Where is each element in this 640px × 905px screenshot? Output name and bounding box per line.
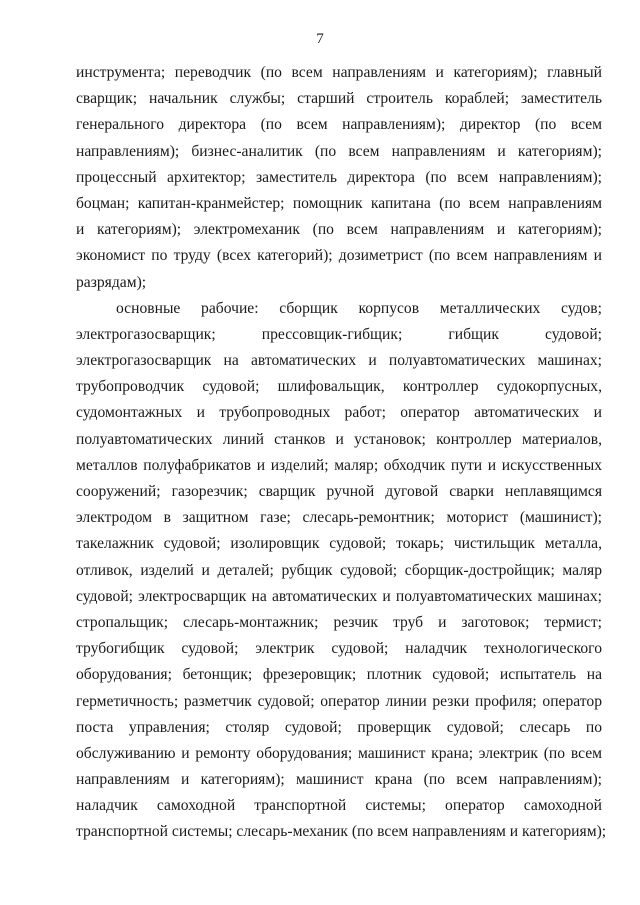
- text-line: стропальщик; слесарь-монтажник; резчик труб и заготовок; термист;: [76, 613, 602, 631]
- text-line: электрогазосварщик; прессовщик-гибщик; гибщик судовой;: [76, 325, 602, 343]
- text-line: электродом в защитном газе; слесарь-ремонтник; моторист (машинист);: [76, 509, 602, 527]
- page-number: 7: [316, 31, 324, 47]
- text-line: генерального директора (по всем направлениям); директор (по всем: [76, 116, 602, 134]
- text-line: полуавтоматических линий станков и установок; контроллер материалов,: [76, 430, 602, 448]
- text-line: транспортной системы; слесарь-механик (по всем направлениям и категориям);: [76, 823, 607, 841]
- body-text: [76, 60, 607, 846]
- text-line: оборудования; бетонщик; фрезеровщик; плотник судовой; испытатель на: [76, 666, 602, 684]
- text-line: трубопроводчик судовой; шлифовальщик, контроллер судокорпусных,: [76, 378, 602, 396]
- text-line: такелажник судовой; изолировщик судовой; токарь; чистильщик металла,: [76, 535, 602, 553]
- text-line: инструмента; переводчик (по всем направлениям и категориям); главный: [76, 64, 602, 81]
- text-line: герметичность; разметчик судовой; оператор линии резки профиля; оператор: [76, 692, 602, 710]
- text-line: основные рабочие: сборщик корпусов металлических судов;: [116, 299, 602, 317]
- text-line: металлов полуфабрикатов и изделий; маляр; обходчик пути и искусственных: [76, 456, 602, 474]
- text-line: судомонтажных и трубопроводных работ; оператор автоматических и: [76, 404, 602, 422]
- text-line: разрядам);: [76, 273, 147, 291]
- text-line: отливок, изделий и деталей; рубщик судовой; сборщик-достройщик; маляр: [76, 561, 602, 579]
- text-line: боцман; капитан-кранмейстер; помощник капитана (по всем направлениям: [76, 194, 602, 212]
- text-line: судовой; электросварщик на автоматических и полуавтоматических машинах;: [76, 587, 602, 605]
- text-line: экономист по труду (всех категорий); дозиметрист (по всем направлениям и: [76, 247, 602, 265]
- text-line: наладчик самоходной транспортной системы; оператор самоходной: [76, 797, 602, 815]
- text-line: поста управления; столяр судовой; проверщик судовой; слесарь по: [76, 718, 602, 736]
- text-line: электрогазосварщик на автоматических и полуавтоматических машинах;: [76, 352, 602, 370]
- text-line: сооружений; газорезчик; сварщик ручной дуговой сварки неплавящимся: [76, 483, 602, 500]
- text-line: направлениям и категориям); машинист крана (по всем направлениям);: [76, 771, 602, 789]
- text-line: и категориям); электромеханик (по всем направлениям и категориям);: [76, 221, 602, 239]
- text-line: направлениям); бизнес-аналитик (по всем направлениям и категориям);: [76, 142, 602, 160]
- text-line: трубогибщик судовой; электрик судовой; наладчик технологического: [76, 640, 602, 658]
- text-line: обслуживанию и ремонту оборудования; машинист крана; электрик (по всем: [76, 744, 602, 762]
- text-line: сварщик; начальник службы; старший строитель кораблей; заместитель: [76, 90, 602, 108]
- text-line: процессный архитектор; заместитель директора (по всем направлениям);: [76, 168, 602, 186]
